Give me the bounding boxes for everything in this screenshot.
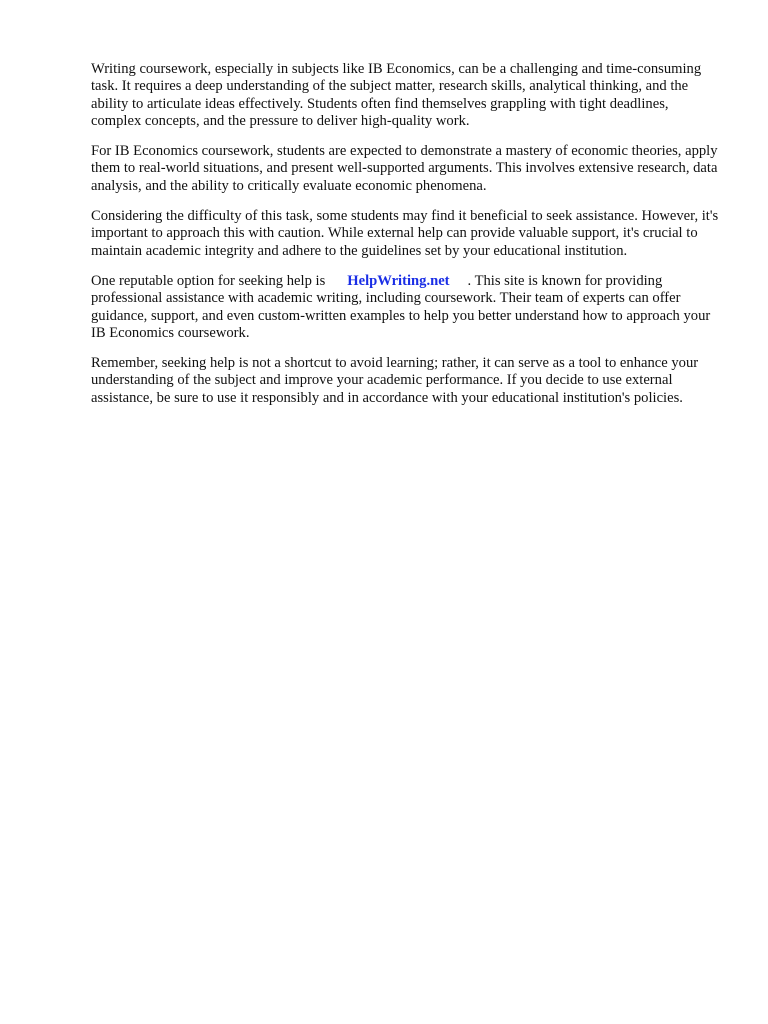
document-body — [91, 61, 721, 420]
paragraph-recommendation — [91, 273, 721, 342]
recommendation-text-after: . This site is known for providing professional assistance with academic writing, including coursework. Their team of experts can offer guidance, support, and even custom-written examples to help you better understand how to approach your IB Economics coursework. — [91, 272, 711, 341]
paragraph-intro: Writing coursework, especially in subjects like IB Economics, can be a challenging and time-consuming task. It requires a deep understanding of the subject matter, research skills, analytical thinking, and the ability to articulate ideas effectively. Students often find themselves grappling with tight deadlines, complex concepts, and the pressure to deliver high-quality work. — [91, 61, 702, 129]
paragraph-assistance: Considering the difficulty of this task, some students may find it beneficial to seek assistance. However, it's important to approach this with caution. While external help can provide valuable support, it's crucial to maintain academic integrity and adhere to the guidelines set by your educational institution. — [91, 208, 719, 259]
helpwriting-link[interactable]: HelpWriting.net — [347, 272, 450, 289]
paragraph-conclusion: Remember, seeking help is not a shortcut to avoid learning; rather, it can serve as a tool to enhance your understanding of the subject and improve your academic performance. If you decide to use external assistance, be sure to use it responsibly and in accordance with your educational institution's policies. — [91, 355, 699, 406]
recommendation-text-before: One reputable option for seeking help is — [91, 272, 326, 289]
paragraph-expectations: For IB Economics coursework, students are expected to demonstrate a mastery of economic theories, apply them to real-world situations, and present well-supported arguments. This involves extensive research, data analysis, and the ability to critically evaluate economic phenomena. — [91, 143, 718, 194]
